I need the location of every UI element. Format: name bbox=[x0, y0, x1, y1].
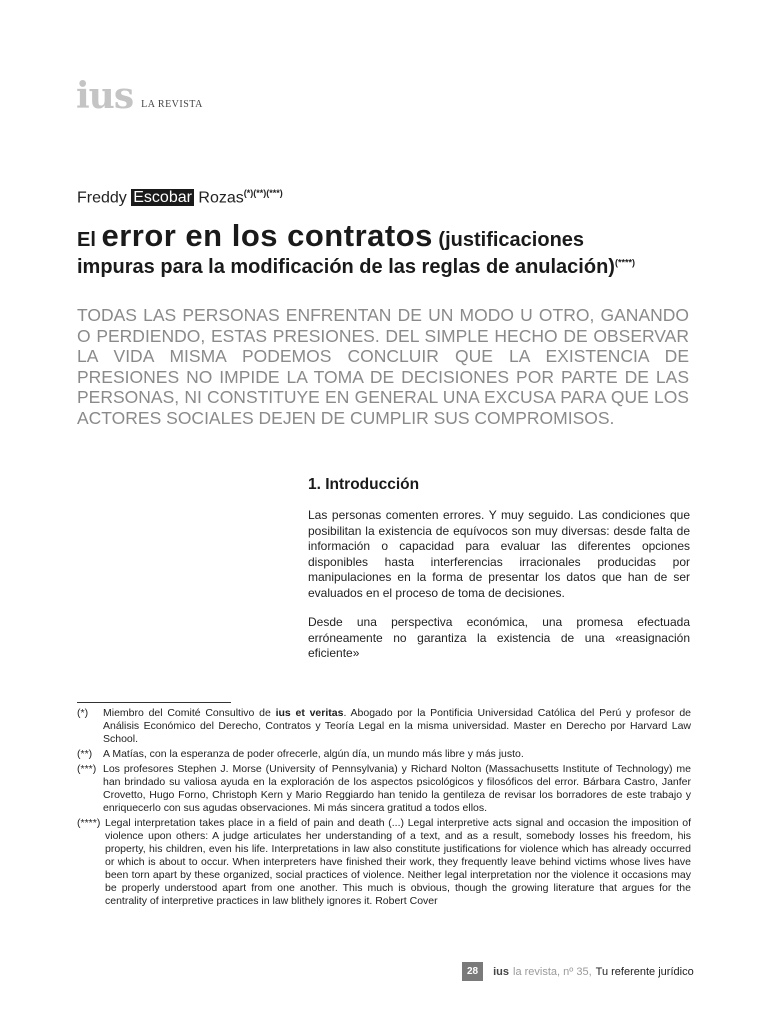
footnote-text-part: Miembro del Comité Consultivo de bbox=[103, 707, 276, 719]
logo-subtitle: LA REVISTA bbox=[141, 99, 203, 110]
section-heading: 1. Introducción bbox=[308, 476, 420, 493]
footnote-mark: (****) bbox=[77, 817, 101, 829]
title-footnote-mark: (****) bbox=[614, 256, 635, 267]
title-line2: impuras para la modificación de las reglas de anulación) bbox=[77, 255, 615, 278]
footer-brand: ius bbox=[493, 965, 510, 978]
footnote bbox=[77, 763, 691, 815]
logo-mark: ius bbox=[76, 75, 134, 117]
footnotes bbox=[77, 707, 691, 910]
title-main: error en los contratos bbox=[101, 218, 433, 253]
footnote-mark: (*) bbox=[77, 707, 89, 719]
footnote bbox=[77, 748, 691, 761]
author-line bbox=[77, 188, 283, 207]
footnote-text-part: . Abogado por la Pontificia Universidad Católica del Perú y profesor de Análisis Económico del Derecho, Contratos y Teoría Legal en la misma universidad. Master en Derecho por Harvard Law School. bbox=[103, 707, 692, 745]
body-text bbox=[308, 508, 690, 676]
epigraph: TODAS LAS PERSONAS ENFRENTAN DE UN MODO U OTRO, GANANDO O PERDIENDO, ESTAS PRESIONES. DEL SIMPLE HECHO DE OBSERVAR LA VIDA MISMA PODEMOS CONCLUIR QUE LA EXISTENCIA DE PRESIONES NO IMPIDE LA TOMA DE DECISIONES POR PARTE DE LAS PERSONAS, NI CONSTITUYE EN GENERAL UNA EXCUSA PARA QUE LOS ACTORES SOCIALES DEJEN DE CUMPLIR SUS COMPROMISOS. bbox=[77, 305, 689, 428]
title-line2-wrap bbox=[77, 256, 717, 279]
page-number: 28 bbox=[462, 962, 483, 981]
footer-tagline: Tu referente jurídico bbox=[595, 965, 694, 978]
footnote-text: Legal interpretation takes place in a field of pain and death (...) Legal interpretive acts signal and occasion the imposition of violence upon others: A judge articulates her understanding of a text, and as a result, somebody losses his freedom, his property, his children, even his life. Interpretations in law also constitute justifications for violence which has already occurred or which is about to occur. When interpreters have finished their work, they frequently leave behind victims whose lives have been torn apart by these organized, social practices of violence. Neither legal interpretation nor the violence it occasions may be properly understood apart from one another. This much is obvious, though the growing literature that argues for the centrality of interpretive practices in law blithely ignores it. Robert Cover bbox=[105, 817, 691, 907]
author-last-name: Rozas bbox=[193, 189, 244, 207]
footnote-mark: (***) bbox=[77, 763, 97, 775]
author-first-name: Freddy bbox=[77, 189, 132, 207]
journal-logo bbox=[76, 75, 203, 117]
author-footnote-marks: (*)(**)(***) bbox=[243, 188, 283, 198]
article-title bbox=[77, 218, 717, 279]
footnote-text: A Matías, con la esperanza de poder ofrecerle, algún día, un mundo más libre y más justo. bbox=[103, 748, 524, 760]
footnote-text: Los profesores Stephen J. Morse (University of Pennsylvania) y Richard Nolton (Massachusetts Institute of Technology) me han brindado su valiosa ayuda en la exploración de los aspectos psicológicos y filosóficos del error. Bárbara Castro, Janfer Crovetto, Hugo Forno, Christoph Kern y Mario Reggiardo han tenido la gentileza de revisar los borradores de este trabajo y enriquecerlo con sus agudas observaciones. Mi más sincera gratitud a todos ellos. bbox=[103, 763, 691, 814]
footnote bbox=[77, 817, 691, 908]
footer-issue: la revista, nº 35, bbox=[513, 965, 592, 978]
title-paren: (justificaciones bbox=[432, 229, 585, 251]
title-prefix: El bbox=[77, 229, 102, 251]
footnote-text bbox=[103, 707, 691, 746]
footnote-bold: ius et veritas bbox=[275, 707, 344, 719]
body-paragraph: Las personas comenten errores. Y muy seguido. Las condiciones que posibilitan la existencia de equívocos son muy diversas: desde falta de información o capacidad para evaluar las diferentes opciones disponibles hasta interferencias irracionales producidas por manipulaciones en la forma de presentar los datos que han de ser evaluados en el proceso de toma de decisiones. bbox=[308, 508, 690, 600]
author-highlighted-name: Escobar bbox=[133, 189, 192, 207]
body-paragraph: Desde una perspectiva económica, una promesa efectuada erróneamente no garantiza la existencia de una «reasignación eficiente» bbox=[308, 615, 690, 660]
footnote bbox=[77, 707, 691, 746]
footnote-mark: (**) bbox=[77, 748, 93, 760]
footnote-divider bbox=[77, 702, 231, 703]
page-footer bbox=[462, 962, 694, 981]
